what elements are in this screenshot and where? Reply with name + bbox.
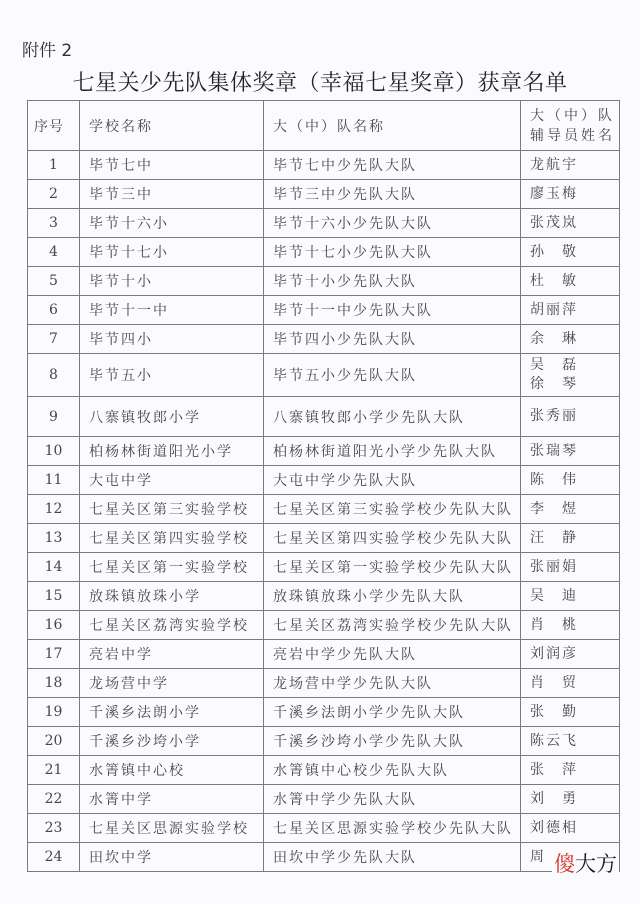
row-index: 17 (28, 640, 80, 669)
table-row (28, 814, 620, 843)
table-row (28, 466, 620, 495)
row-instructor: 余 琳 (521, 325, 620, 354)
row-school-name: 毕节十小 (80, 267, 264, 296)
table-row (28, 582, 620, 611)
table-row (28, 354, 620, 397)
row-brigade-name: 大屯中学少先队大队 (264, 466, 521, 495)
document-title: 七星关少先队集体奖章（幸福七星奖章）获章名单 (72, 71, 568, 96)
watermark-text: 大方 (575, 852, 617, 876)
row-school-name: 水箐镇中心校 (80, 756, 264, 785)
watermark-red-char: 傻 (554, 852, 575, 876)
row-brigade-name: 毕节四小少先队大队 (264, 325, 521, 354)
row-instructor: 张瑞琴 (521, 437, 620, 466)
row-brigade-name: 水箐中学少先队大队 (264, 785, 521, 814)
row-instructor: 龙航宇 (521, 151, 620, 180)
row-index: 15 (28, 582, 80, 611)
row-school-name: 龙场营中学 (80, 669, 264, 698)
row-index: 1 (28, 151, 80, 180)
row-brigade-name: 毕节十六小少先队大队 (264, 209, 521, 238)
table-row (28, 437, 620, 466)
row-instructor (521, 354, 620, 397)
row-index: 11 (28, 466, 80, 495)
row-brigade-name: 毕节十七小少先队大队 (264, 238, 521, 267)
row-brigade-name: 毕节三中少先队大队 (264, 180, 521, 209)
row-instructor: 肖 贸 (521, 669, 620, 698)
row-instructor: 刘 勇 (521, 785, 620, 814)
row-index: 7 (28, 325, 80, 354)
row-index: 2 (28, 180, 80, 209)
row-index: 22 (28, 785, 80, 814)
row-school-name: 七星关区第一实验学校 (80, 553, 264, 582)
header-instructor-line2: 辅导员姓名 (530, 127, 615, 144)
table-row (28, 238, 620, 267)
row-school-name: 毕节十六小 (80, 209, 264, 238)
row-instructor: 陈云飞 (521, 727, 620, 756)
row-index: 23 (28, 814, 80, 843)
row-school-name: 放珠镇放珠小学 (80, 582, 264, 611)
row-instructor: 吴 迪 (521, 582, 620, 611)
row-school-name: 毕节十一中 (80, 296, 264, 325)
row-brigade-name: 亮岩中学少先队大队 (264, 640, 521, 669)
row-brigade-name: 毕节五小少先队大队 (264, 354, 521, 397)
row-school-name: 毕节十七小 (80, 238, 264, 267)
row-index: 8 (28, 354, 80, 397)
row-index: 6 (28, 296, 80, 325)
row-index: 9 (28, 397, 80, 437)
row-index: 24 (28, 843, 80, 872)
row-brigade-name: 千溪乡沙垮小学少先队大队 (264, 727, 521, 756)
row-school-name: 千溪乡沙垮小学 (80, 727, 264, 756)
row-index: 4 (28, 238, 80, 267)
row-instructor: 廖玉梅 (521, 180, 620, 209)
row-school-name: 七星关区荔湾实验学校 (80, 611, 264, 640)
watermark-logo (552, 848, 619, 878)
row-index: 13 (28, 524, 80, 553)
table-row (28, 727, 620, 756)
table-row (28, 267, 620, 296)
row-school-name: 毕节三中 (80, 180, 264, 209)
table-row (28, 209, 620, 238)
row-brigade-name: 毕节十小少先队大队 (264, 267, 521, 296)
header-instructor-line1: 大（中）队 (530, 107, 615, 124)
row-brigade-name: 七星关区第四实验学校少先队大队 (264, 524, 521, 553)
row-index: 20 (28, 727, 80, 756)
row-instructor: 孙 敬 (521, 238, 620, 267)
row-brigade-name: 七星关区第三实验学校少先队大队 (264, 495, 521, 524)
table-row (28, 495, 620, 524)
row-brigade-name: 田坎中学少先队大队 (264, 843, 521, 872)
row-brigade-name: 柏杨林街道阳光小学少先队大队 (264, 437, 521, 466)
row-school-name: 田坎中学 (80, 843, 264, 872)
row-school-name: 大屯中学 (80, 466, 264, 495)
row-index: 19 (28, 698, 80, 727)
row-brigade-name: 八寨镇牧郎小学少先队大队 (264, 397, 521, 437)
table-row (28, 180, 620, 209)
row-school-name: 七星关区第三实验学校 (80, 495, 264, 524)
row-index: 21 (28, 756, 80, 785)
row-brigade-name: 放珠镇放珠小学少先队大队 (264, 582, 521, 611)
row-index: 18 (28, 669, 80, 698)
row-instructor: 刘德相 (521, 814, 620, 843)
row-instructor: 张丽娟 (521, 553, 620, 582)
row-index: 12 (28, 495, 80, 524)
row-school-name: 毕节五小 (80, 354, 264, 397)
header-index: 序号 (28, 101, 80, 151)
table-row (28, 669, 620, 698)
row-instructor: 张 勤 (521, 698, 620, 727)
table-row (28, 524, 620, 553)
header-brigade: 大（中）队名称 (264, 101, 521, 151)
row-instructor: 陈 伟 (521, 466, 620, 495)
row-instructor: 杜 敏 (521, 267, 620, 296)
instructor-name: 吴 磊 (530, 357, 578, 373)
row-instructor: 胡丽萍 (521, 296, 620, 325)
row-instructor: 李 煜 (521, 495, 620, 524)
row-brigade-name: 七星关区荔湾实验学校少先队大队 (264, 611, 521, 640)
row-instructor: 张秀丽 (521, 397, 620, 437)
row-brigade-name: 七星关区思源实验学校少先队大队 (264, 814, 521, 843)
row-index: 16 (28, 611, 80, 640)
instructor-name-2: 徐 琴 (530, 376, 578, 392)
row-school-name: 毕节四小 (80, 325, 264, 354)
row-brigade-name: 千溪乡法朗小学少先队大队 (264, 698, 521, 727)
row-index: 5 (28, 267, 80, 296)
row-brigade-name: 七星关区第一实验学校少先队大队 (264, 553, 521, 582)
award-list-table (27, 100, 620, 872)
header-instructor (521, 101, 620, 151)
row-instructor: 周 (521, 843, 620, 872)
row-brigade-name: 水箐镇中心校少先队大队 (264, 756, 521, 785)
table-row (28, 843, 620, 872)
row-school-name: 毕节七中 (80, 151, 264, 180)
row-instructor: 汪 静 (521, 524, 620, 553)
table-row (28, 756, 620, 785)
row-brigade-name: 毕节十一中少先队大队 (264, 296, 521, 325)
table-row (28, 698, 620, 727)
table-row (28, 640, 620, 669)
row-instructor: 肖 桃 (521, 611, 620, 640)
row-school-name: 八寨镇牧郎小学 (80, 397, 264, 437)
table-row (28, 296, 620, 325)
table-row (28, 151, 620, 180)
table-row (28, 325, 620, 354)
row-school-name: 七星关区第四实验学校 (80, 524, 264, 553)
attachment-label: 附件 2 (22, 41, 73, 61)
row-instructor: 张 萍 (521, 756, 620, 785)
table-row (28, 611, 620, 640)
row-school-name: 柏杨林街道阳光小学 (80, 437, 264, 466)
row-index: 14 (28, 553, 80, 582)
table-row (28, 785, 620, 814)
row-school-name: 亮岩中学 (80, 640, 264, 669)
row-instructor: 张茂岚 (521, 209, 620, 238)
row-brigade-name: 龙场营中学少先队大队 (264, 669, 521, 698)
row-school-name: 千溪乡法朗小学 (80, 698, 264, 727)
row-index: 10 (28, 437, 80, 466)
row-school-name: 七星关区思源实验学校 (80, 814, 264, 843)
row-index: 3 (28, 209, 80, 238)
row-instructor: 刘润彦 (521, 640, 620, 669)
row-school-name: 水箐中学 (80, 785, 264, 814)
row-brigade-name: 毕节七中少先队大队 (264, 151, 521, 180)
table-row (28, 553, 620, 582)
table-header-row (28, 101, 620, 151)
header-school: 学校名称 (80, 101, 264, 151)
table-row (28, 397, 620, 437)
